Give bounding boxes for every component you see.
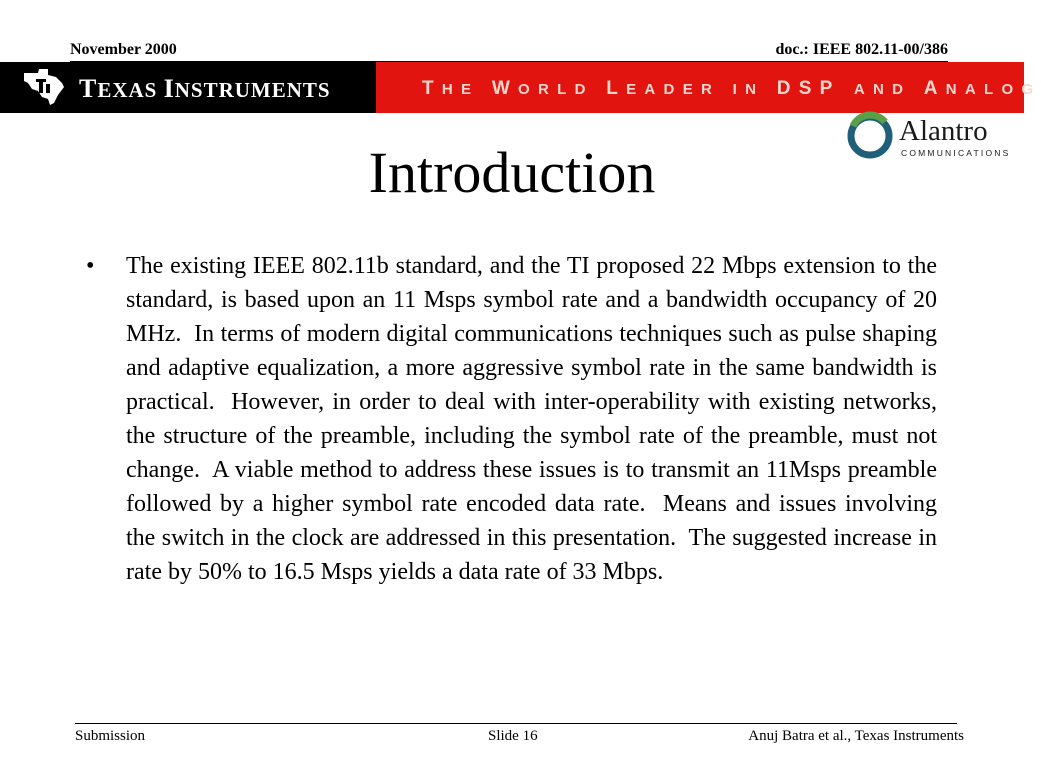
company-banner (0, 62, 1041, 113)
alantro-name: Alantro (899, 115, 988, 147)
alantro-subtitle: COMMUNICATIONS (901, 148, 1011, 158)
footer-slide-number: Slide 16 (488, 728, 538, 744)
footer-author: Anuj Batra et al., Texas Instruments (748, 728, 964, 744)
slide-title: Introduction (368, 140, 656, 205)
footer-submission: Submission (75, 728, 146, 744)
header-doc-id: doc.: IEEE 802.11-00/386 (775, 41, 948, 58)
company-slogan: THE WORLD LEADER IN DSP AND ANALOG (422, 78, 1041, 99)
header-date: November 2000 (70, 41, 177, 58)
slogan-block (376, 62, 1041, 113)
bullet-marker: • (86, 253, 95, 279)
bullet-text: The existing IEEE 802.11b standard, and the TI proposed 22 Mbps extension to the standard, is based upon an 11 Msps symbol rate and a bandwidth occupancy of 20 MHz. In terms of modern digital communications techniques such as pulse shaping and adaptive equalization, a more aggressive symbol rate in the same bandwidth is practical. However, in order to deal with inter-operability with existing networks, the structure of the preamble, including the symbol rate of the preamble, must not change. A viable method to address these issues is to transmit an 11Msps preamble followed by a higher symbol rate encoded data rate. Means and issues involving the switch in the clock are addressed in this presentation. The suggested increase in rate by 50% to 16.5 Msps yields a data rate of 33 Mbps. (126, 253, 943, 585)
ti-logo-block (0, 62, 376, 113)
ti-company-name: TEXAS INSTRUMENTS (79, 74, 331, 103)
ti-texas-logo-icon (22, 69, 66, 105)
footer-divider (75, 723, 957, 724)
